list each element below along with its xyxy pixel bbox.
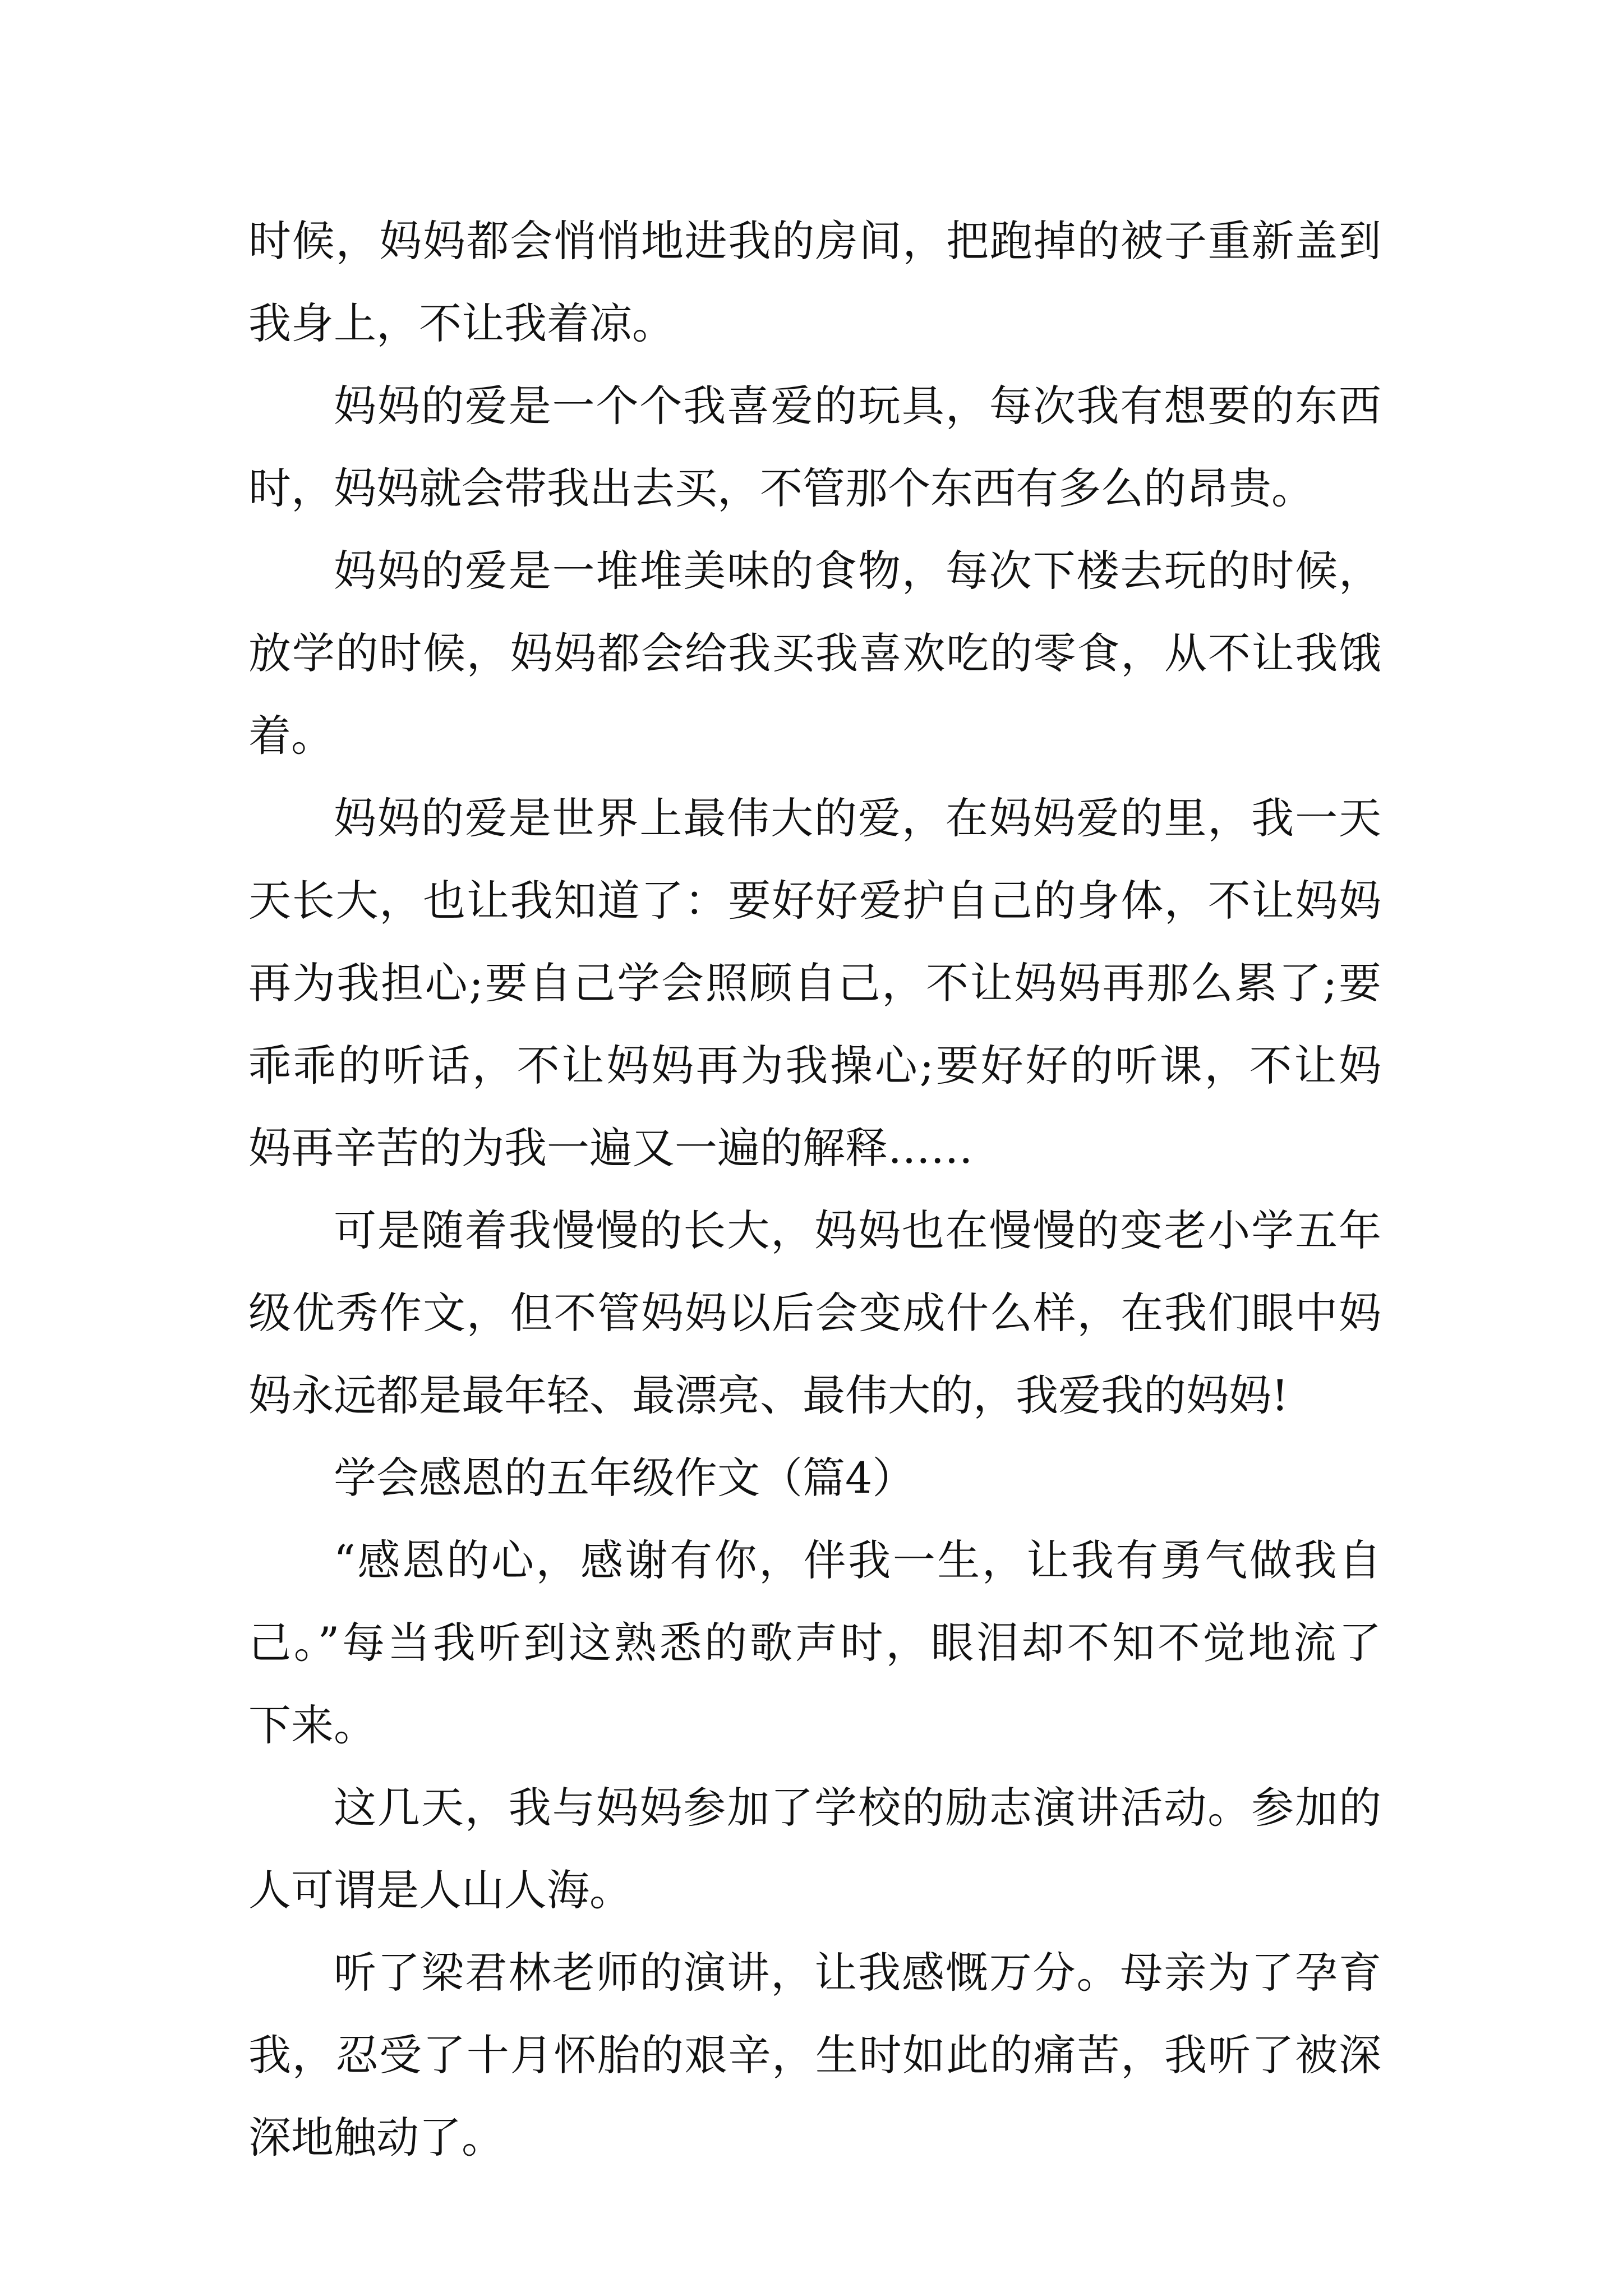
text-line: 己。”每当我听到这熟悉的歌声时，眼泪却不知不觉地流了	[248, 1618, 1381, 1668]
text-line: 着。	[248, 711, 334, 761]
paragraph-start-line: “感恩的心，感谢有你，伴我一生，让我有勇气做我自	[334, 1535, 1381, 1585]
text-line: 放学的时候，妈妈都会给我买我喜欢吃的零食，从不让我饿	[248, 628, 1381, 678]
paragraph-start-line: 这几天，我与妈妈参加了学校的励志演讲活动。参加的	[334, 1783, 1381, 1833]
paragraph-start-line: 妈妈的爱是一个个我喜爱的玩具，每次我有想要的东西	[334, 381, 1381, 431]
text-line: 下来。	[248, 1700, 376, 1750]
text-line: 再为我担心;要自己学会照顾自己，不让妈妈再那么累了;要	[248, 958, 1381, 1008]
text-line: 深地触动了。	[248, 2113, 504, 2162]
text-line: 时候，妈妈都会悄悄地进我的房间，把跑掉的被子重新盖到	[248, 216, 1381, 266]
text-line: 人可谓是人山人海。	[248, 1865, 632, 1915]
paragraph-start-line: 妈妈的爱是一堆堆美味的食物，每次下楼去玩的时候，	[334, 546, 1381, 596]
text-line: 时，妈妈就会带我出去买，不管那个东西有多么的昂贵。	[248, 463, 1314, 513]
section-heading: 学会感恩的五年级作文（篇4）	[334, 1453, 915, 1503]
text-line: 级优秀作文，但不管妈妈以后会变成什么样，在我们眼中妈	[248, 1288, 1381, 1338]
text-line: 我身上，不让我着凉。	[248, 298, 675, 348]
text-line: 乖乖的听话，不让妈妈再为我操心;要好好的听课，不让妈	[248, 1041, 1381, 1091]
paragraph-start-line: 听了梁君林老师的演讲，让我感慨万分。母亲为了孕育	[334, 1948, 1381, 1998]
text-line: 天长大，也让我知道了：要好好爱护自己的身体，不让妈妈	[248, 876, 1381, 926]
text-line: 妈永远都是最年轻、最漂亮、最伟大的，我爱我的妈妈!	[248, 1370, 1289, 1420]
paragraph-start-line: 可是随着我慢慢的长大，妈妈也在慢慢的变老小学五年	[334, 1205, 1381, 1255]
text-line: 我，忍受了十月怀胎的艰辛，生时如此的痛苦，我听了被深	[248, 2030, 1381, 2080]
text-line: 妈再辛苦的为我一遍又一遍的解释……	[248, 1123, 973, 1173]
document-body	[248, 200, 1381, 2179]
paragraph-start-line: 妈妈的爱是世界上最伟大的爱，在妈妈爱的里，我一天	[334, 793, 1381, 843]
